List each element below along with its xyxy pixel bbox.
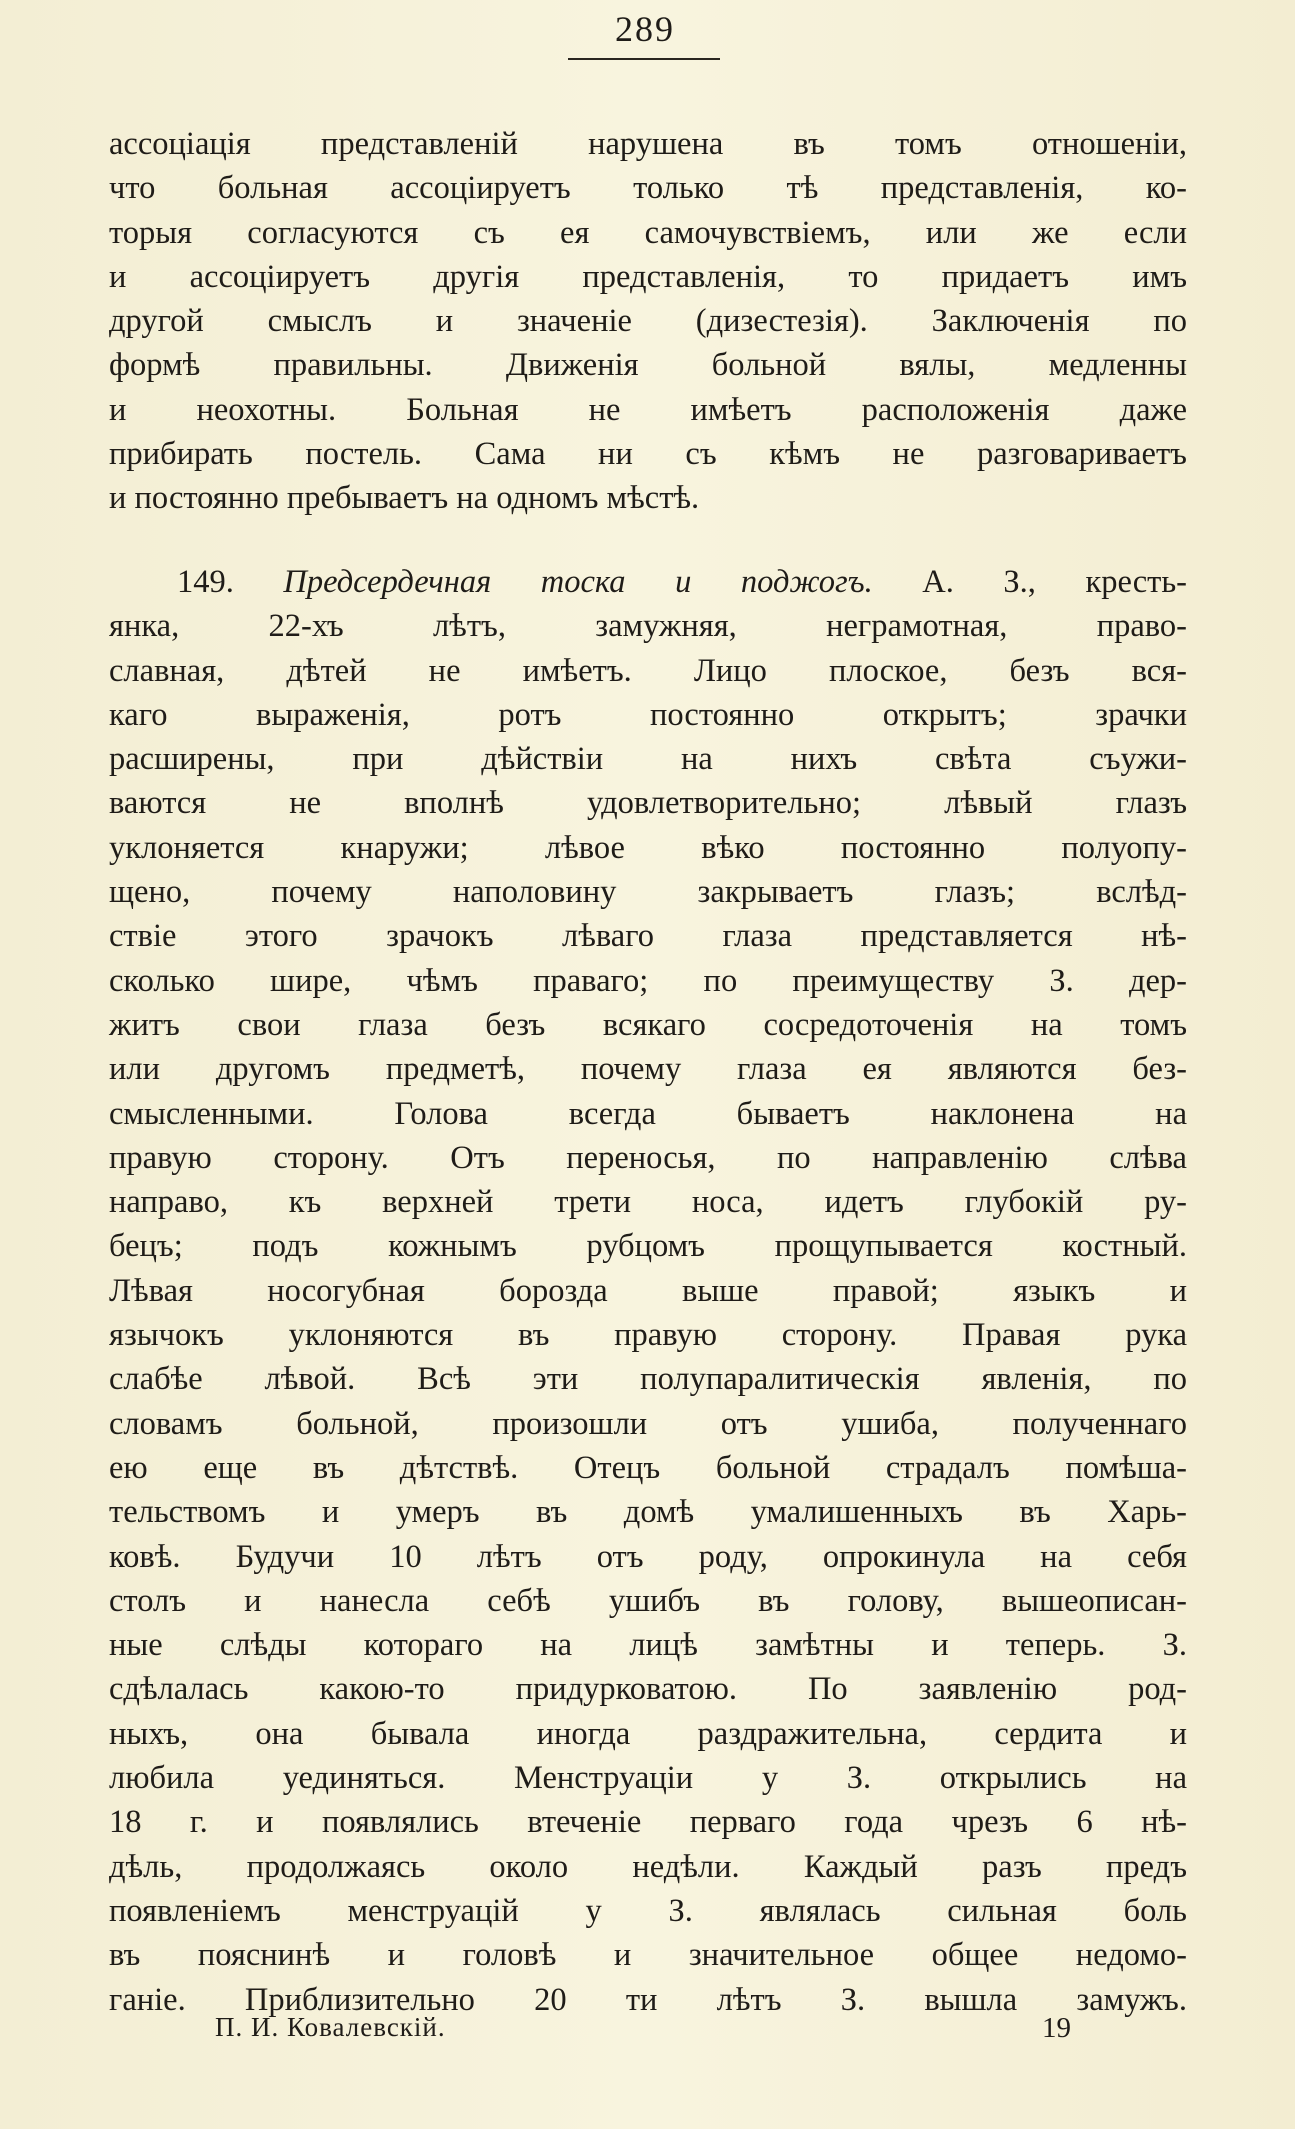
text-line: ею еще въ дѣтствѣ. Отецъ больной страдалъ помѣша- xyxy=(109,1449,1187,1486)
text-line: любила уединяться. Менструаціи у З. открылись на xyxy=(109,1760,1187,1797)
case-number: 149. xyxy=(177,564,234,600)
text-line: Лѣвая носогубная борозда выше правой; языкъ и xyxy=(109,1272,1187,1309)
text-line: ные слѣды котораго на лицѣ замѣтны и теперь. З. xyxy=(109,1627,1187,1664)
text-line: направо, къ верхней трети носа, идетъ глубокій ру- xyxy=(109,1184,1187,1221)
case-title: Предсердечная тоска и поджогъ. xyxy=(283,564,873,600)
text-line: расширены, при дѣйствіи на нихъ свѣта съужи- xyxy=(109,741,1187,778)
text-line: столъ и нанесла себѣ ушибъ въ голову, вышеописан- xyxy=(109,1582,1187,1619)
text-line: щено, почему наполовину закрываетъ глазъ; вслѣд- xyxy=(109,874,1187,911)
text-line: правую сторону. Отъ переносья, по направленію слѣва xyxy=(109,1139,1187,1176)
text-line: словамъ больной, произошли отъ ушиба, полученнаго xyxy=(109,1405,1187,1442)
text-line: формѣ правильны. Движенія больной вялы, медленны xyxy=(109,347,1187,384)
case-heading-line xyxy=(109,560,1187,604)
header-rule xyxy=(568,58,720,60)
text-line: и неохотны. Больная не имѣетъ расположенія даже xyxy=(109,391,1187,428)
text-line: ганіе. Приблизительно 20 ти лѣтъ З. вышла замужъ. xyxy=(109,1981,1187,2018)
text-line: дѣль, продолжаясь около недѣли. Каждый разъ предъ xyxy=(109,1848,1187,1885)
text-line: ассоціація представленій нарушена въ томъ отношеніи, xyxy=(109,126,1187,162)
page-number: 289 xyxy=(615,9,675,49)
text-line: сдѣлалась какою-то придурковатою. По заявленію род- xyxy=(109,1671,1187,1708)
text-line: житъ свои глаза безъ всякаго сосредоточенія на томъ xyxy=(109,1006,1187,1043)
footer-author: П. И. Ковалевскій. xyxy=(215,2012,446,2042)
text-line: смысленными. Голова всегда бываетъ наклонена на xyxy=(109,1095,1187,1132)
paragraph-2 xyxy=(109,560,1187,2022)
text-line: что больная ассоціируетъ только тѣ представленія, ко- xyxy=(109,170,1187,207)
text-line: бецъ; подъ кожнымъ рубцомъ прощупывается костный. xyxy=(109,1228,1187,1265)
signature-mark: 19 xyxy=(1042,2012,1071,2044)
text-line: каго выраженія, ротъ постоянно открытъ; зрачки xyxy=(109,696,1187,733)
text-line: тельствомъ и умеръ въ домѣ умалишенныхъ въ Харь- xyxy=(109,1494,1187,1531)
text-line: ныхъ, она бывала иногда раздражительна, сердита и xyxy=(109,1715,1187,1752)
text-line: появленіемъ менструацій у З. являлась сильная боль xyxy=(109,1892,1187,1929)
text-line: ковѣ. Будучи 10 лѣтъ отъ роду, опрокинула на себя xyxy=(109,1538,1187,1575)
text-line: въ пояснинѣ и головѣ и значительное общее недомо- xyxy=(109,1937,1187,1974)
text-line: прибирать постель. Сама ни съ кѣмъ не разговариваетъ xyxy=(109,436,1187,473)
text-line: торыя согласуются съ ея самочувствіемъ, или же если xyxy=(109,214,1187,251)
text-line: славная, дѣтей не имѣетъ. Лицо плоское, безъ вся- xyxy=(109,652,1187,689)
text-line: сколько шире, чѣмъ праваго; по преимуществу З. дер- xyxy=(109,962,1187,999)
text-line: язычокъ уклоняются въ правую сторону. Правая рука xyxy=(109,1317,1187,1354)
paragraph-1 xyxy=(109,122,1187,521)
text-line: ствіе этого зрачокъ лѣваго глаза представляется нѣ- xyxy=(109,918,1187,955)
text-line: уклоняется кнаружи; лѣвое вѣко постоянно полуопу- xyxy=(109,829,1187,866)
text-line: другой смыслъ и значеніе (дизестезія). Заключенія по xyxy=(109,303,1187,340)
text-line: и постоянно пребываетъ на одномъ мѣстѣ. xyxy=(109,480,700,517)
text-line: янка, 22-хъ лѣтъ, замужняя, неграмотная, право- xyxy=(109,608,1187,645)
case-intro: А. З., кресть- xyxy=(922,564,1187,600)
text-line: и ассоціируетъ другія представленія, то придаетъ имъ xyxy=(109,258,1187,295)
text-line: ваются не вполнѣ удовлетворительно; лѣвый глазъ xyxy=(109,785,1187,822)
text-line: слабѣе лѣвой. Всѣ эти полупаралитическія явленія, по xyxy=(109,1361,1187,1398)
text-line: или другомъ предметѣ, почему глаза ея являются без- xyxy=(109,1051,1187,1088)
text-line: 18 г. и появлялись втеченіе перваго года чрезъ 6 нѣ- xyxy=(109,1804,1187,1841)
